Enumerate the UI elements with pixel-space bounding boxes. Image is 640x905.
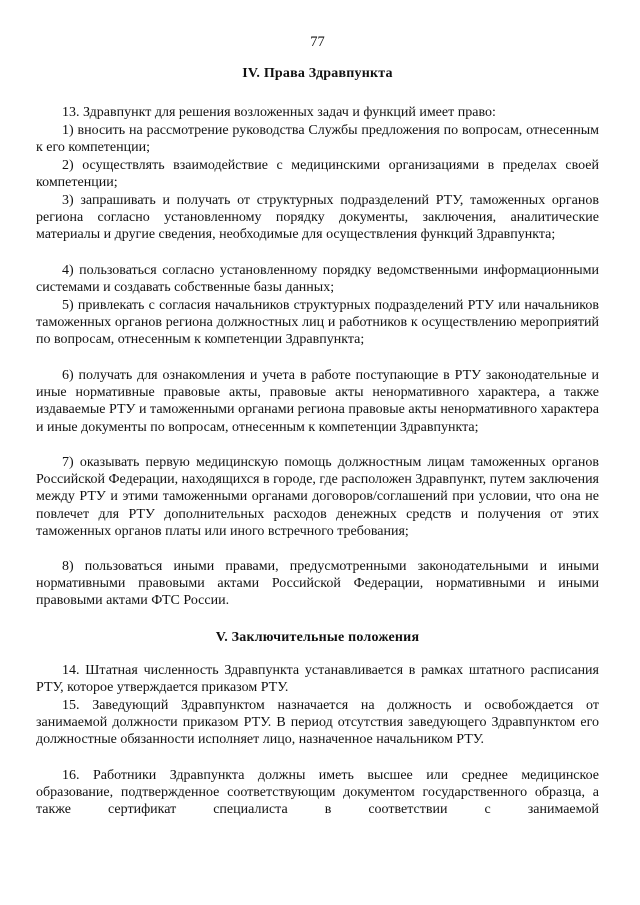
paragraph-15: 15. Заведующий Здравпунктом назначается на должность и освобождается от занимаемой должности приказом РТУ. В период отсутствия заведующего Здравпунктом его должностные обязанности исполняет лицо, назначенное начальником РТУ. <box>36 698 599 748</box>
right-item-5: 5) привлекать с согласия начальников структурных подразделений РТУ или начальников таможенных органов региона должностных лиц и работников к осуществлению мероприятий по вопросам, отнесенным к компетенции Здравпункта; <box>36 298 599 348</box>
right-item-1: 1) вносить на рассмотрение руководства Службы предложения по вопросам, отнесенным к его компетенции; <box>36 123 599 156</box>
section-v-title: V. Заключительные положения <box>215 630 420 645</box>
section-iv-title: IV. Права Здравпункта <box>242 66 393 81</box>
paragraph-14: 14. Штатная численность Здравпункта устанавливается в рамках штатного расписания РТУ, которое утверждается приказом РТУ. <box>36 663 599 696</box>
document-page <box>36 0 599 905</box>
paragraph-16: 16. Работники Здравпункта должны иметь высшее или среднее медицинское образование, подтвержденное соответствующим документом государственного образца, а также сертификат специалиста в соответствии с занимаемой <box>36 768 599 818</box>
right-item-4: 4) пользоваться согласно установленному порядку ведомственными информационными системами и создавать собственные базы данных; <box>36 263 599 296</box>
right-item-2: 2) осуществлять взаимодействие с медицинскими организациями в пределах своей компетенции; <box>36 158 599 191</box>
right-item-6: 6) получать для ознакомления и учета в работе поступающие в РТУ законодательные и иные нормативные правовые акты, правовые акты ненормативного характера, а также издаваемые РТУ и таможенными органами региона правовые акты ненормативного характера и иные документы по вопросам, отнесенным к компетенции Здравпункта; <box>36 368 599 435</box>
right-item-7: 7) оказывать первую медицинскую помощь должностным лицам таможенных органов Российской Федерации, находящихся в городе, где расположен Здравпункт, путем заключения между РТУ и этими таможенными органами договоров/соглашений при условии, что она не повлечет для РТУ дополнительных расходов денежных средств и получения от этих таможенных органов платы или иного встречного требования; <box>36 455 599 539</box>
page-number: 77 <box>310 34 325 50</box>
right-item-3: 3) запрашивать и получать от структурных подразделений РТУ, таможенных органов региона согласно установленному порядку документы, заключения, аналитические материалы и другие сведения, необходимые для осуществления функций Здравпункта; <box>36 193 599 243</box>
paragraph-13: 13. Здравпункт для решения возложенных задач и функций имеет право: <box>62 105 496 120</box>
right-item-8: 8) пользоваться иными правами, предусмотренными законодательными и иными нормативными правовыми актами Российской Федерации, нормативными и иными правовыми актами ФТС России. <box>36 559 599 609</box>
